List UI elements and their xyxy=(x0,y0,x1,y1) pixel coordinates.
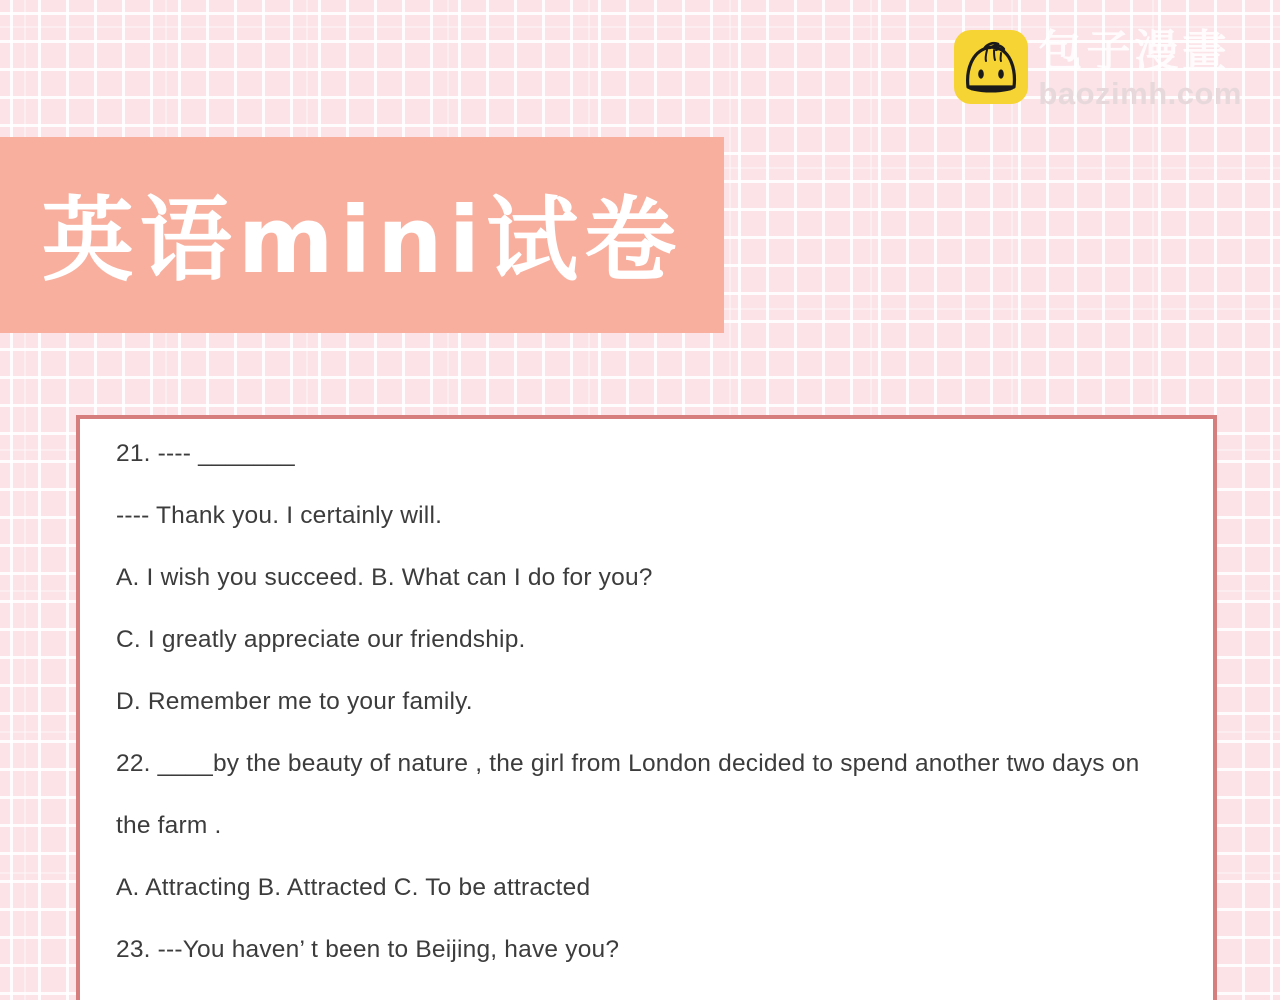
baozi-bun-icon xyxy=(954,30,1028,104)
question-22-prompt: 22. ____by the beauty of nature , the girl from London decided to spend another two days on xyxy=(116,750,1140,777)
brand-domain: baozimh.com xyxy=(1038,76,1242,111)
brand-watermark xyxy=(954,26,1242,111)
question-21-prompt: 21. ---- _______ xyxy=(116,440,295,467)
question-21-option-c: C. I greatly appreciate our friendship. xyxy=(116,626,526,653)
title-banner xyxy=(0,137,724,333)
question-22-prompt-wrap: the farm . xyxy=(116,812,222,839)
exam-paper-box xyxy=(76,415,1217,1000)
brand-name: 包子漫畫 xyxy=(1038,26,1231,77)
question-21-options-ab: A. I wish you succeed. B. What can I do for you? xyxy=(116,564,653,591)
question-22-options: A. Attracting B. Attracted C. To be attracted xyxy=(116,874,591,901)
question-21-option-d: D. Remember me to your family. xyxy=(116,688,473,715)
brand-text-block xyxy=(1038,26,1242,111)
question-21-response: ---- Thank you. I certainly will. xyxy=(116,502,443,529)
page-title: 英语mini试卷 xyxy=(41,187,683,294)
question-23-prompt: 23. ---You haven’ t been to Beijing, have you? xyxy=(116,936,620,963)
